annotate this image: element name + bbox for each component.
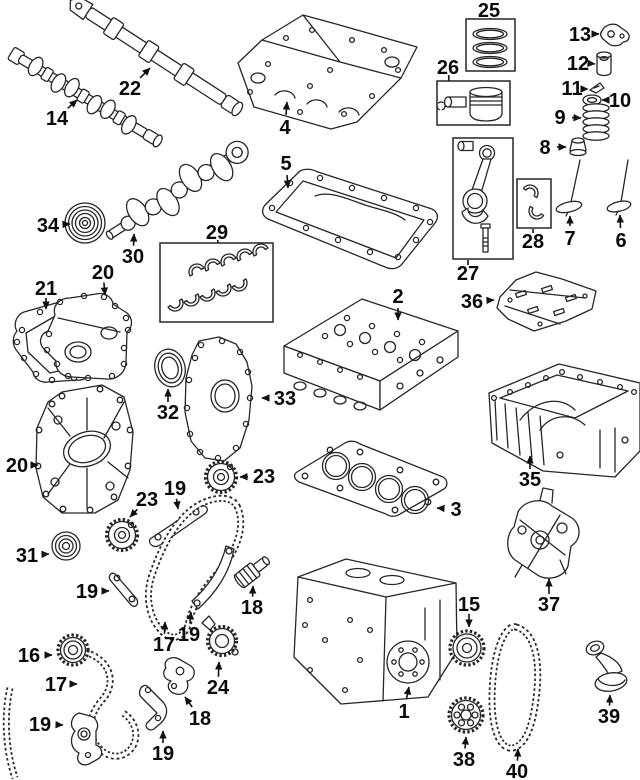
part-upper-oil-pump-sprocket[interactable] <box>58 635 88 665</box>
callout-label: 11 <box>561 78 583 100</box>
callout-leader-line <box>620 215 621 228</box>
callout-leader-line <box>68 100 77 108</box>
part-piston-kit[interactable] <box>437 81 510 125</box>
part-oil-pump-sprocket[interactable] <box>449 698 483 732</box>
callout-chain-guide-upper[interactable] <box>164 478 186 509</box>
part-rear-engine-cover[interactable] <box>41 293 132 380</box>
callout-label: 19 <box>151 743 175 765</box>
callout-label: 22 <box>118 78 142 100</box>
callout-label: 23 <box>135 489 159 511</box>
callout-camshaft-exhaust[interactable] <box>119 68 150 100</box>
part-cam-phaser-left[interactable] <box>107 520 138 551</box>
callout-tensioner-bracket[interactable] <box>185 697 211 730</box>
callout-front-crank-seal[interactable] <box>157 389 179 424</box>
callout-piston-ring-kit[interactable] <box>478 0 500 22</box>
part-chain-guide-lower[interactable] <box>140 685 167 730</box>
part-main-bearing-kit[interactable] <box>160 241 273 322</box>
callout-label: 23 <box>252 466 276 488</box>
callout-label: 32 <box>156 402 180 424</box>
callout-label: 12 <box>566 53 590 75</box>
part-oil-pickup-tube[interactable] <box>584 639 628 694</box>
callout-leader-line <box>518 749 519 761</box>
part-front-crank-seal[interactable] <box>151 346 190 390</box>
part-crank-seal-ring[interactable] <box>52 532 80 560</box>
callout-label: 16 <box>17 645 41 667</box>
callout-leader-line <box>287 175 288 188</box>
part-connecting-rod-kit[interactable] <box>453 138 513 259</box>
callout-label: 40 <box>505 761 529 780</box>
callout-label: 35 <box>518 469 542 491</box>
callout-label: 26 <box>436 57 460 79</box>
callout-label: 8 <box>539 137 551 159</box>
callout-label: 2 <box>392 286 404 308</box>
callout-label: 10 <box>608 90 632 112</box>
part-head-gasket[interactable] <box>295 441 447 516</box>
callout-label: 17 <box>152 634 176 656</box>
part-tensioner-arm[interactable] <box>72 713 102 765</box>
callout-label: 19 <box>163 478 187 500</box>
callout-leader-line <box>286 102 287 115</box>
part-valve-lifter[interactable] <box>597 52 611 76</box>
part-camshaft-intake[interactable] <box>5 43 166 153</box>
callout-label: 38 <box>452 749 476 771</box>
callout-seal-retainer-plate[interactable] <box>262 388 296 410</box>
callout-leader-line <box>104 283 105 296</box>
callout-label: 20 <box>91 262 115 284</box>
part-valve-keeper[interactable] <box>590 83 604 93</box>
part-valve-cover-gasket[interactable] <box>263 169 438 268</box>
part-windage-tray[interactable] <box>497 272 596 331</box>
callout-oil-pump-sprocket[interactable] <box>453 737 475 771</box>
callout-timing-cover[interactable] <box>6 455 38 477</box>
callout-label: 7 <box>564 228 576 250</box>
callout-label: 19 <box>75 581 99 603</box>
part-crankshaft[interactable] <box>97 130 256 252</box>
callout-label: 17 <box>44 674 68 696</box>
callout-label: 19 <box>28 714 52 736</box>
callout-chain-tensioner[interactable] <box>241 586 263 619</box>
part-oil-pump[interactable] <box>508 488 579 578</box>
callout-chain-guide-lower[interactable] <box>152 731 174 765</box>
part-oil-pump-chain[interactable] <box>492 627 538 749</box>
part-chain-guide-upper[interactable] <box>150 506 208 547</box>
callout-oil-pump-chain[interactable] <box>506 749 528 780</box>
callout-secondary-chain[interactable] <box>45 674 77 696</box>
callout-leader-line <box>165 622 166 634</box>
callout-label: 3 <box>450 499 462 521</box>
callout-leader-line <box>218 662 219 677</box>
callout-piston-kit[interactable] <box>437 57 459 81</box>
part-chain-guide-right[interactable] <box>192 546 234 609</box>
part-piston-ring-kit[interactable] <box>466 19 515 71</box>
callout-crank-seal-ring[interactable] <box>16 545 49 567</box>
callout-crankshaft[interactable] <box>122 234 144 268</box>
callout-oil-pump[interactable] <box>538 579 560 616</box>
callout-label: 18 <box>188 708 212 730</box>
part-crankshaft-pulley[interactable] <box>65 203 105 243</box>
part-engine-block[interactable] <box>294 559 457 704</box>
callout-label: 14 <box>45 108 69 130</box>
part-cylinder-head[interactable] <box>284 299 458 410</box>
callout-head-gasket[interactable] <box>437 499 462 521</box>
callout-label: 18 <box>240 597 264 619</box>
callout-label: 39 <box>597 706 621 728</box>
callout-connecting-rod-kit[interactable] <box>457 260 479 285</box>
callout-leader-line <box>185 697 192 707</box>
part-rod-bearing-kit[interactable] <box>517 179 551 228</box>
callout-label: 19 <box>177 624 201 646</box>
part-secondary-chain[interactable] <box>6 654 136 778</box>
part-timing-cover[interactable] <box>35 385 133 513</box>
callout-label: 28 <box>521 231 545 253</box>
part-intake-valve[interactable] <box>555 160 583 216</box>
callout-label: 13 <box>568 24 592 46</box>
callout-label: 5 <box>280 153 292 175</box>
callout-label: 9 <box>554 107 566 129</box>
callout-label: 30 <box>121 246 145 268</box>
callout-label: 6 <box>615 230 627 252</box>
callout-cam-phaser-right[interactable] <box>240 466 275 488</box>
callout-label: 1 <box>398 701 410 723</box>
callout-leader-line <box>190 612 191 624</box>
callout-label: 20 <box>5 455 29 477</box>
part-chain-tensioner-assembly[interactable] <box>202 616 238 656</box>
callout-leader-line <box>253 586 254 597</box>
callout-leader-line <box>140 68 150 78</box>
callout-label: 34 <box>36 215 60 237</box>
callout-crankshaft-sprocket[interactable] <box>458 594 480 627</box>
callout-valve-lifter[interactable] <box>567 53 595 75</box>
callout-upper-oil-pump-sprocket[interactable] <box>18 645 52 667</box>
part-chain-tensioner[interactable] <box>233 553 273 589</box>
callout-cam-phaser-left[interactable] <box>130 489 158 517</box>
part-cam-phaser-right[interactable] <box>206 462 237 493</box>
part-tensioner-bracket[interactable] <box>164 658 195 695</box>
callout-rear-cover-gasket[interactable] <box>35 278 57 309</box>
part-rocker-arm[interactable] <box>601 24 629 46</box>
callout-rod-bearing-kit[interactable] <box>522 229 544 253</box>
part-seal-retainer-plate[interactable] <box>184 337 252 461</box>
callout-label: 4 <box>279 117 291 139</box>
callout-label: 15 <box>457 594 481 616</box>
part-cam-carrier[interactable] <box>238 15 417 129</box>
callout-valve-spring[interactable] <box>554 107 581 129</box>
callout-label: 27 <box>456 263 480 285</box>
callout-valve-cover-gasket[interactable] <box>280 153 291 188</box>
callout-exhaust-valve[interactable] <box>615 215 626 252</box>
part-valve-stem-seal[interactable] <box>570 138 586 156</box>
callout-label: 37 <box>537 594 561 616</box>
callout-label: 36 <box>460 291 484 313</box>
part-crankshaft-sprocket[interactable] <box>450 631 484 665</box>
callout-label: 31 <box>15 545 39 567</box>
callout-camshaft-intake[interactable] <box>46 100 77 130</box>
callout-leader-line <box>465 737 466 749</box>
callout-chain-tensioner-assembly[interactable] <box>207 662 230 699</box>
callout-label: 24 <box>206 677 230 699</box>
callout-label: 33 <box>273 388 297 410</box>
callout-label: 29 <box>205 222 229 244</box>
callout-rocker-arm[interactable] <box>569 24 599 46</box>
part-exhaust-valve[interactable] <box>606 160 632 215</box>
callout-chain-guide-left[interactable] <box>76 581 109 603</box>
callout-leader-line <box>134 234 135 246</box>
callout-rear-engine-cover[interactable] <box>92 262 114 295</box>
callout-leader-line <box>610 695 611 706</box>
callout-valve-stem-seal[interactable] <box>539 137 566 159</box>
callout-oil-pickup-tube[interactable] <box>598 695 620 728</box>
part-chain-guide-left[interactable] <box>109 573 137 606</box>
callout-tensioner-arm[interactable] <box>29 714 63 736</box>
part-valve-spring[interactable] <box>583 104 609 140</box>
callout-intake-valve[interactable] <box>564 216 575 250</box>
callout-main-bearing-kit[interactable] <box>206 222 228 244</box>
callout-leader-line <box>177 499 179 509</box>
callout-label: 25 <box>477 0 501 22</box>
callout-label: 21 <box>34 278 58 300</box>
callout-valve-keeper[interactable] <box>561 78 588 100</box>
part-oil-pan[interactable] <box>489 364 640 477</box>
callout-windage-tray[interactable] <box>461 291 494 313</box>
